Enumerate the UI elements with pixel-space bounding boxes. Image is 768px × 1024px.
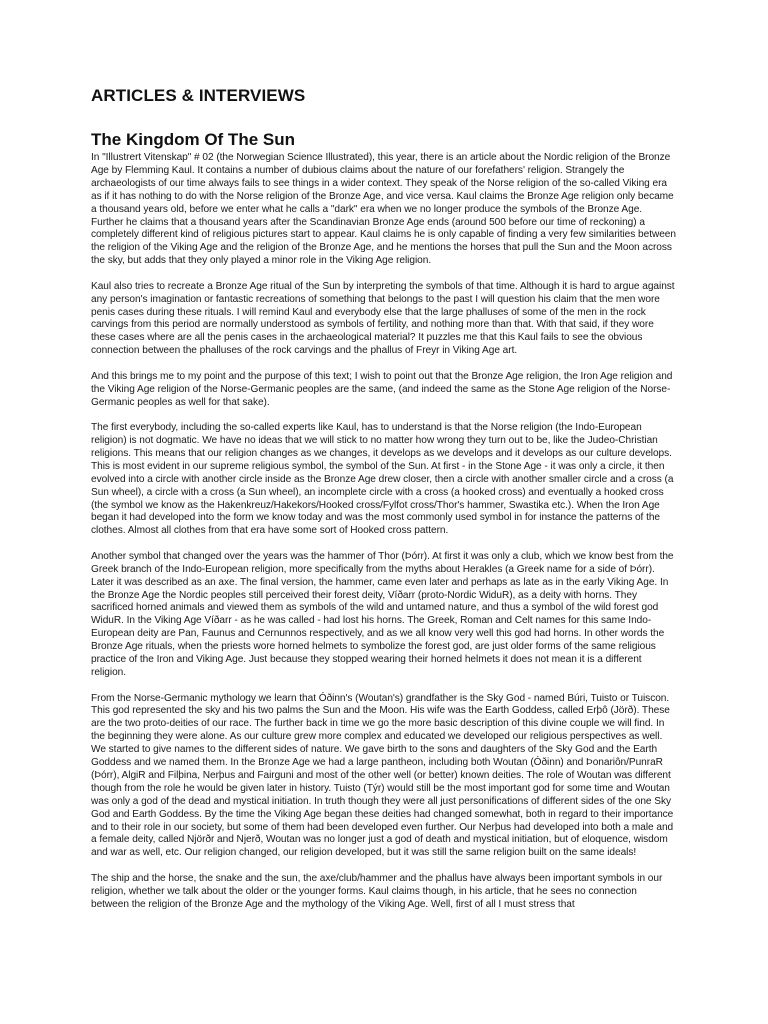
article-body [91, 152, 677, 912]
article-paragraph-1: In "Illustrert Vitenskap" # 02 (the Norwegian Science Illustrated), this year, there is an article about the Nordic religion of the Bronze Age by Flemming Kaul. It contains a number of dubious claims about the nature of our forefathers' religion. Strangely the archaeologists of our time always fails to see things in a wider context. They speak of the Norse religion of the so-called Viking era as if it has nothing to do with the Norse religion of the Bronze Age, and vice versa. Kaul claims the Bronze Age religion only became a thousand years old, before we enter what he calls a "dark" era when we no longer produce the symbols of the Bronze Age. Further he claims that a thousand years after the Scandinavian Bronze Age ends (around 500 before our time of reckoning) a completely different kind of religious pictures start to appear. Kaul claims he is only capable of finding a very few similarities between the religion of the Viking Age and the religion of the Bronze Age, and he mentions the horses that pull the Sun and the Moon across the sky, but adds that they only played a minor role in the Viking Age religion. [91, 152, 676, 267]
article-paragraph-7: The ship and the horse, the snake and the sun, the axe/club/hammer and the phallus have always been important symbols in our religion, whether we talk about the older or the younger forms. Kaul claims though, in his article, that he sees no connection between the religion of the Bronze Age and the mythology of the Viking Age. Well, first of all I must stress that [91, 872, 663, 910]
document-page [91, 86, 677, 924]
article-paragraph-4: The first everybody, including the so-called experts like Kaul, has to understand is that the Norse religion (the Indo-European religion) is not dogmatic. We have no ideas that we will stick to no matter how wrong they turn out to be, like the Judeo-Christian religions. This means that our religion changes as we changes, it develops as we develops and it develops as our culture develops. This is most evident in our supreme religious symbol, the symbol of the Sun. At first - in the Stone Age - it was only a circle, it then evolved into a circle with another circle inside as the Bronze Age drew closer, then a circle with another smaller circle and a cross (a Sun wheel), a circle with a cross (a Sun wheel), an incomplete circle with a cross (a hooked cross) and eventually a hooked cross (the symbol we know as the Hakenkreuz/Hakekors/Hooked cross/Fylfot cross/Thor's hammer, Swastika etc.). When the Iron Age began it had developed into the form we know today and was the most commonly used symbol in for instance the patterns of the clothes. Almost all clothes from that era have some sort of Hooked cross pattern. [91, 422, 674, 537]
article-paragraph-6: From the Norse-Germanic mythology we learn that Óðinn's (Woutan's) grandfather is the Sky God - named Búri, Tuisto or Tuiscon. This god represented the sky and his two palms the Sun and the Moon. His wife was the Earth Goddess, called Erþô (Jörð). These are the two proto-deities of our race. The further back in time we go the more basic description of this divine couple we will find. In the beginning they were alone. As our culture grew more complex and educated we developed our religious perspectives as well. We started to give names to the different sides of nature. We gave birth to the sons and daughters of the Sky God and the Earth Goddess and we named them. In the Bronze Age we had a large pantheon, including both Woutan (Óðinn) and Þonariôn/PunraR (Þórr), AlgiR and Filþina, Nerþus and Fairguni and most of the other well (or better) known deities. The role of Woutan was different though from the role he would be given later in history. Tuisto (Týr) would still be the most important god for some time and Woutan was only a god of the dead and mystical initiation. In truth though they were all just personifications of different sides of the one Sky God and Earth Goddess. By the time the Viking Age began these deities had changed somewhat, both in regard to their importance and to their role in our society, but some of them had been developed even further. Our Nerþus had developed into both a male and a female deity, called Njörðr and Njerð, Woutan was no longer just a god of death and mystical initiation, but of eloquence, wisdom and war as well, etc. Our religion changed, our religion developed, but it was still the same religion built on the same ideals! [91, 692, 674, 859]
article-paragraph-2: Kaul also tries to recreate a Bronze Age ritual of the Sun by interpreting the symbols of that time. Although it is hard to argue against any person's imagination or fantastic recreations of something that belongs to the past I will question his claim that the men wore penis cases during these rituals. I will remind Kaul and everybody else that the large phalluses of some of the men in the rock carvings from this period are normally understood as symbols of fertility, and nothing more than that. With that said, if they wore these cases where are all the penis cases in the archaeological material? It puzzles me that this Kaul fails to see the obvious connection between the phalluses of the rock carvings and the phallus of Freyr in Viking Age art. [91, 280, 675, 357]
section-title: ARTICLES & INTERVIEWS [91, 86, 306, 105]
article-title: The Kingdom Of The Sun [91, 130, 295, 149]
article-paragraph-3: And this brings me to my point and the purpose of this text; I wish to point out that the Bronze Age religion, the Iron Age religion and the Viking Age religion of the Norse-Germanic peoples are the same, (and indeed the same as the Stone Age religion of the Norse-Germanic peoples as well for that sake). [91, 370, 673, 408]
article-paragraph-5: Another symbol that changed over the years was the hammer of Thor (Þórr). At first it was only a club, which we know best from the Greek branch of the Indo-European religion, more specifically from the myths about Herakles (a Greek name for a side of Þórr). Later it was described as an axe. The final version, the hammer, came even later and perhaps as late as in the early Viking Age. In the Bronze Age the Nordic peoples still perceived their forest deity, Víðarr (proto-Nordic WiduR), as a deity with horns. They sacrificed horned animals and viewed them as symbols of the wild and untamed nature, and thus a symbol of the wild forest god WiduR. In the Viking Age Víðarr - as he was called - had lost his horns. The Greek, Roman and Celt names for this same Indo-European deity are Pan, Faunus and Cernunnos respectively, and as we all know very well this god had horns. In other words the Bronze Age rituals, when the priests wore horned helmets to symbolize the forest god, are just older forms of the same religious practice of the Iron and Viking Age. Just because they stopped wearing their horned helmets it does not mean it is a different religion. [91, 550, 674, 678]
